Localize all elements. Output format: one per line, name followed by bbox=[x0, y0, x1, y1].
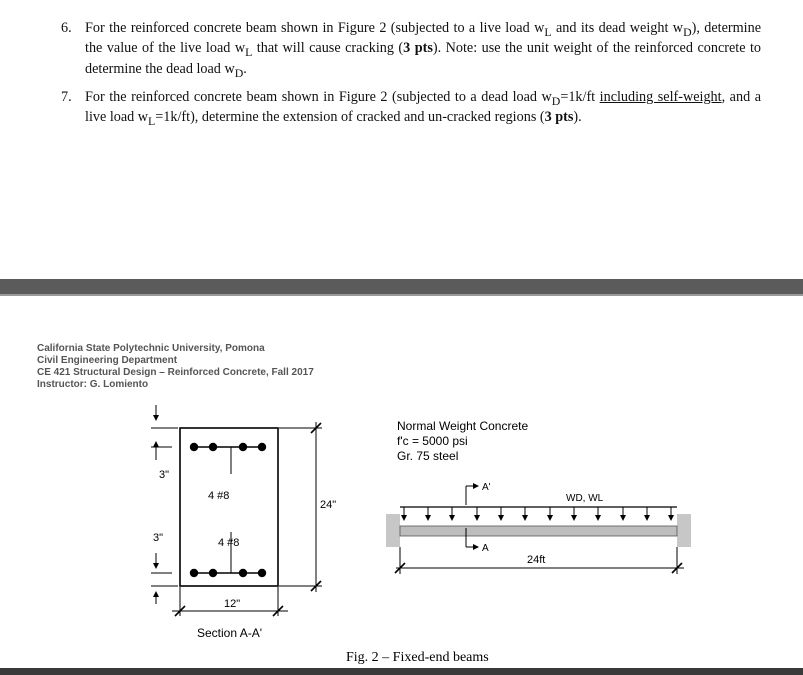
instructor-name: Instructor: G. Lomiento bbox=[37, 379, 149, 390]
question-number: 7. bbox=[61, 89, 72, 105]
cover-dimension bbox=[151, 405, 178, 604]
right-support bbox=[677, 514, 691, 547]
height-dimension bbox=[279, 422, 322, 592]
question-text: For the reinforced concrete beam shown in Figure 2 (subjected to a dead load $w_D=1k/ft$ including self-weight, and a live load $w_L=1k/ft$), determine the extension of cracked and un-cracked regions (3 pts). bbox=[85, 89, 762, 129]
height-label: 24" bbox=[320, 499, 337, 511]
left-support bbox=[386, 514, 400, 547]
figure-caption: Fig. 2 – Fixed-end beams bbox=[346, 650, 489, 665]
materials bbox=[397, 419, 528, 463]
beam-member bbox=[400, 526, 677, 536]
width-label: 12" bbox=[224, 598, 241, 610]
steel-grade: Gr. 75 steel bbox=[397, 449, 459, 463]
load-label: WD, WL bbox=[566, 493, 604, 504]
cut-label-bottom: A bbox=[482, 543, 489, 554]
top-bars-label: 4 #8 bbox=[208, 490, 230, 502]
section-caption: Section A-A' bbox=[197, 626, 262, 640]
course-name: CE 421 Structural Design – Reinforced Concrete, Fall 2017 bbox=[37, 367, 314, 378]
bottom-bars-label: 4 #8 bbox=[218, 537, 240, 549]
concrete-strength: f'c = 5000 psi bbox=[397, 434, 468, 448]
section-outline bbox=[180, 428, 278, 586]
bottom-cover-label: 3" bbox=[153, 532, 164, 544]
bottom-edge bbox=[0, 668, 803, 675]
cut-label-top: A' bbox=[482, 482, 491, 493]
cross-section bbox=[151, 405, 336, 640]
question-number: 6. bbox=[61, 20, 72, 36]
university-name: California State Polytechnic University, Pomona bbox=[37, 343, 265, 354]
question-text: For the reinforced concrete beam shown in Figure 2 (subjected to a live load $w_L$ and its dead weight $w_D$), determine the value of the live load $w_L$ that will cause cracking (3 pts). Note: use the unit weight of the reinforced concrete to determine the dead load $w_D$. bbox=[85, 20, 762, 80]
concrete-type: Normal Weight Concrete bbox=[397, 419, 529, 433]
distributed-load-arrows bbox=[404, 507, 671, 520]
beam-diagram bbox=[386, 482, 691, 574]
span-label: 24ft bbox=[527, 554, 546, 566]
department-name: Civil Engineering Department bbox=[37, 355, 178, 366]
section-cut bbox=[466, 486, 478, 547]
top-cover-label: 3" bbox=[159, 469, 170, 481]
